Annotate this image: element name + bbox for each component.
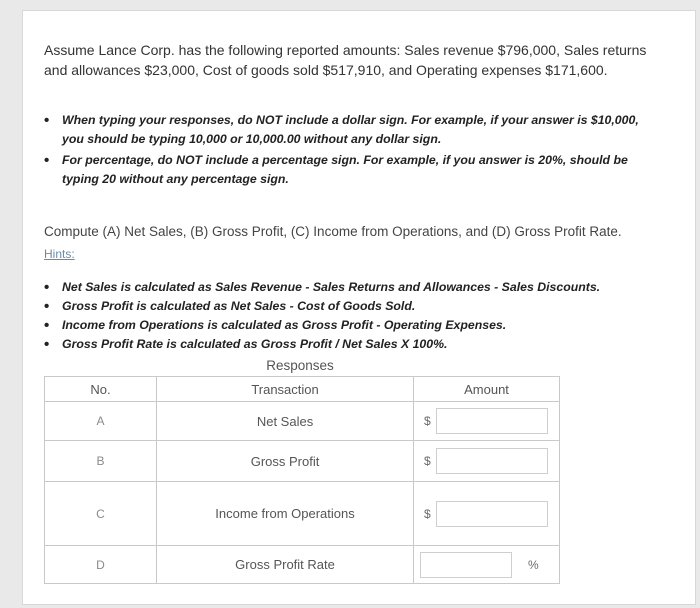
row-no: C	[45, 482, 157, 546]
hint-item: • Gross Profit Rate is calculated as Gross Profit / Net Sales X 100%.	[42, 335, 662, 354]
gross-profit-rate-input[interactable]	[420, 552, 512, 578]
instruction-item: • When typing your responses, do NOT include a dollar sign. For example, if your answer is $10,000, you should be typing 10,000 or 10,000.00 without any dollar sign.	[42, 111, 652, 149]
instructions-list	[42, 111, 652, 191]
hint-item: • Net Sales is calculated as Sales Revenue - Sales Returns and Allowances - Sales Discounts.	[42, 278, 662, 297]
row-transaction: Net Sales	[157, 402, 414, 441]
income-from-operations-input[interactable]	[436, 501, 548, 527]
percent-sign: %	[528, 557, 539, 572]
compute-prompt: Compute (A) Net Sales, (B) Gross Profit, (C) Income from Operations, and (D) Gross Profit Rate.	[44, 224, 622, 239]
column-header-amount: Amount	[414, 377, 560, 402]
gross-profit-input[interactable]	[436, 448, 548, 474]
responses-table	[44, 376, 560, 584]
column-header-no: No.	[45, 377, 157, 402]
amount-cell	[414, 402, 560, 441]
net-sales-input[interactable]	[436, 408, 548, 434]
row-transaction: Gross Profit Rate	[157, 546, 414, 584]
dollar-sign: $	[424, 414, 431, 428]
hints-list	[42, 278, 662, 354]
table-row	[45, 546, 560, 584]
amount-cell	[414, 482, 560, 546]
dollar-sign: $	[424, 454, 431, 468]
table-row	[45, 402, 560, 441]
dollar-sign: $	[424, 506, 431, 521]
table-row	[45, 482, 560, 546]
row-no: B	[45, 441, 157, 482]
amount-cell	[414, 441, 560, 482]
column-header-transaction: Transaction	[157, 377, 414, 402]
amount-cell	[414, 546, 560, 584]
row-no: A	[45, 402, 157, 441]
table-row	[45, 441, 560, 482]
hint-item: • Gross Profit is calculated as Net Sales - Cost of Goods Sold.	[42, 297, 662, 316]
row-no: D	[45, 546, 157, 584]
row-transaction: Income from Operations	[157, 482, 414, 546]
problem-statement: Assume Lance Corp. has the following reported amounts: Sales revenue $796,000, Sales returns and allowances $23,000, Cost of goods sold $517,910, and Operating expenses $171,600.	[44, 42, 647, 78]
hints-label: Hints:	[44, 247, 75, 261]
responses-caption: Responses	[266, 358, 334, 373]
table-header-row	[45, 377, 560, 402]
row-transaction: Gross Profit	[157, 441, 414, 482]
hint-item: • Income from Operations is calculated as Gross Profit - Operating Expenses.	[42, 316, 662, 335]
instruction-item: • For percentage, do NOT include a percentage sign. For example, if you answer is 20%, should be typing 20 without any percentage sign.	[42, 151, 652, 189]
